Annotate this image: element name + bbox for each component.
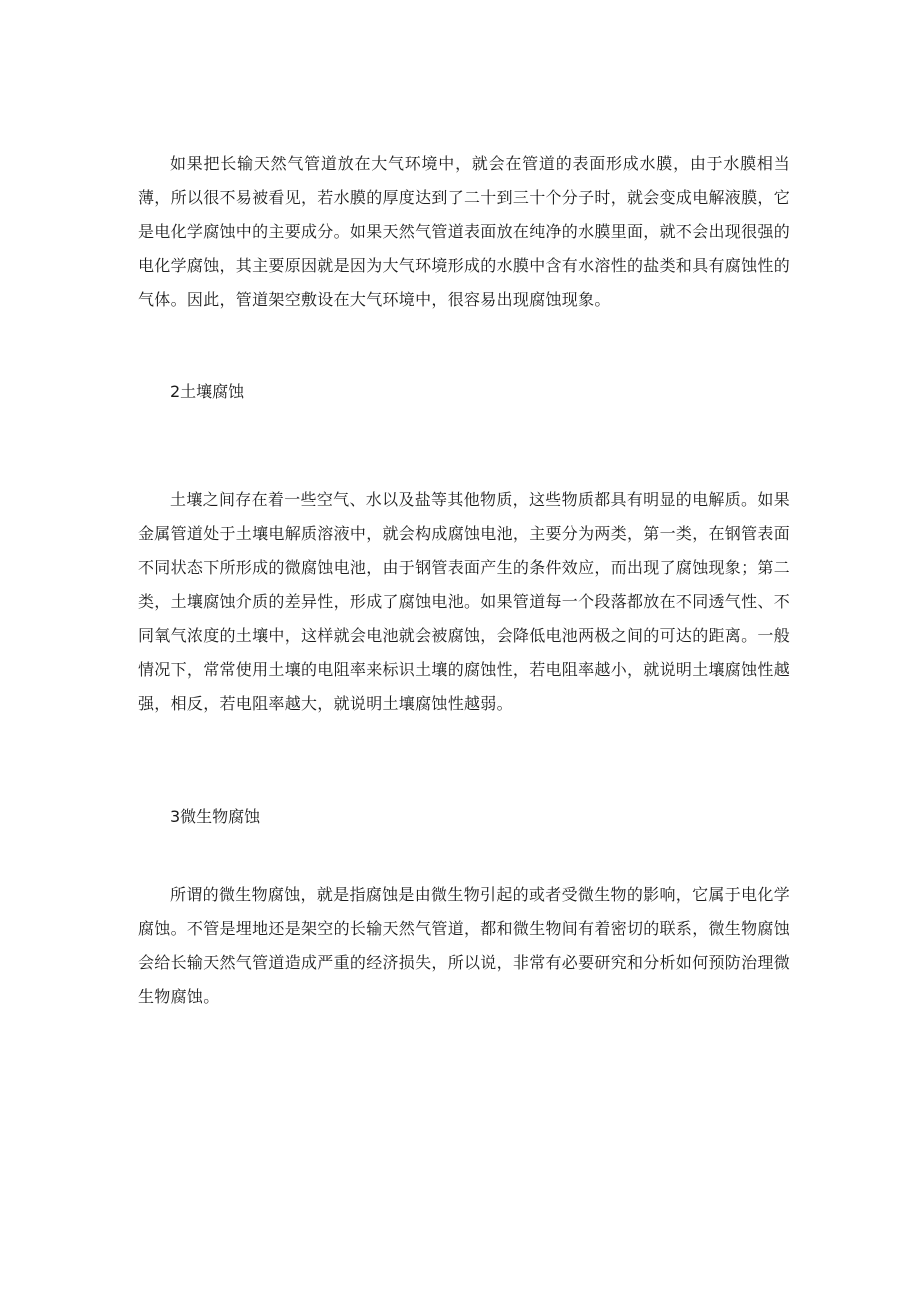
paragraph-atmospheric-corrosion: 如果把长输天然气管道放在大气环境中，就会在管道的表面形成水膜，由于水膜相当薄，所以很不易被看见，若水膜的厚度达到了二十到三十个分子时，就会变成电解液膜，它是电化学腐蚀中的主要成分。如果天然气管道表面放在纯净的水膜里面，就不会出现很强的电化学腐蚀，其主要原因就是因为大气环境形成的水膜中含有水溶性的盐类和具有腐蚀性的气体。因此，管道架空敷设在大气环境中，很容易出现腐蚀现象。 xyxy=(138,154,791,309)
paragraph-soil-corrosion: 土壤之间存在着一些空气、水以及盐等其他物质，这些物质都具有明显的电解质。如果金属管道处于土壤电解质溶液中，就会构成腐蚀电池，主要分为两类，第一类，在钢管表面不同状态下所形成的微腐蚀电池，由于钢管表面产生的条件效应，而出现了腐蚀现象；第二类，土壤腐蚀介质的差异性，形成了腐蚀电池。如果管道每一个段落都放在不同透气性、不同氧气浓度的土壤中，这样就会电池就会被腐蚀，会降低电池两极之间的可达的距离。一般情况下，常常使用土壤的电阻率来标识土壤的腐蚀性，若电阻率越小，就说明土壤腐蚀性越强，相反，若电阻率越大，就说明土壤腐蚀性越弱。 xyxy=(138,490,791,713)
heading-soil-corrosion: 2土壤腐蚀 xyxy=(170,382,245,401)
heading-microbial-corrosion: 3微生物腐蚀 xyxy=(170,807,261,826)
paragraph-microbial-corrosion: 所谓的微生物腐蚀，就是指腐蚀是由微生物引起的或者受微生物的影响，它属于电化学腐蚀。不管是埋地还是架空的长输天然气管道，都和微生物间有着密切的联系，微生物腐蚀会给长输天然气管道造成严重的经济损失，所以说，非常有必要研究和分析如何预防治理微生物腐蚀。 xyxy=(138,885,791,1006)
